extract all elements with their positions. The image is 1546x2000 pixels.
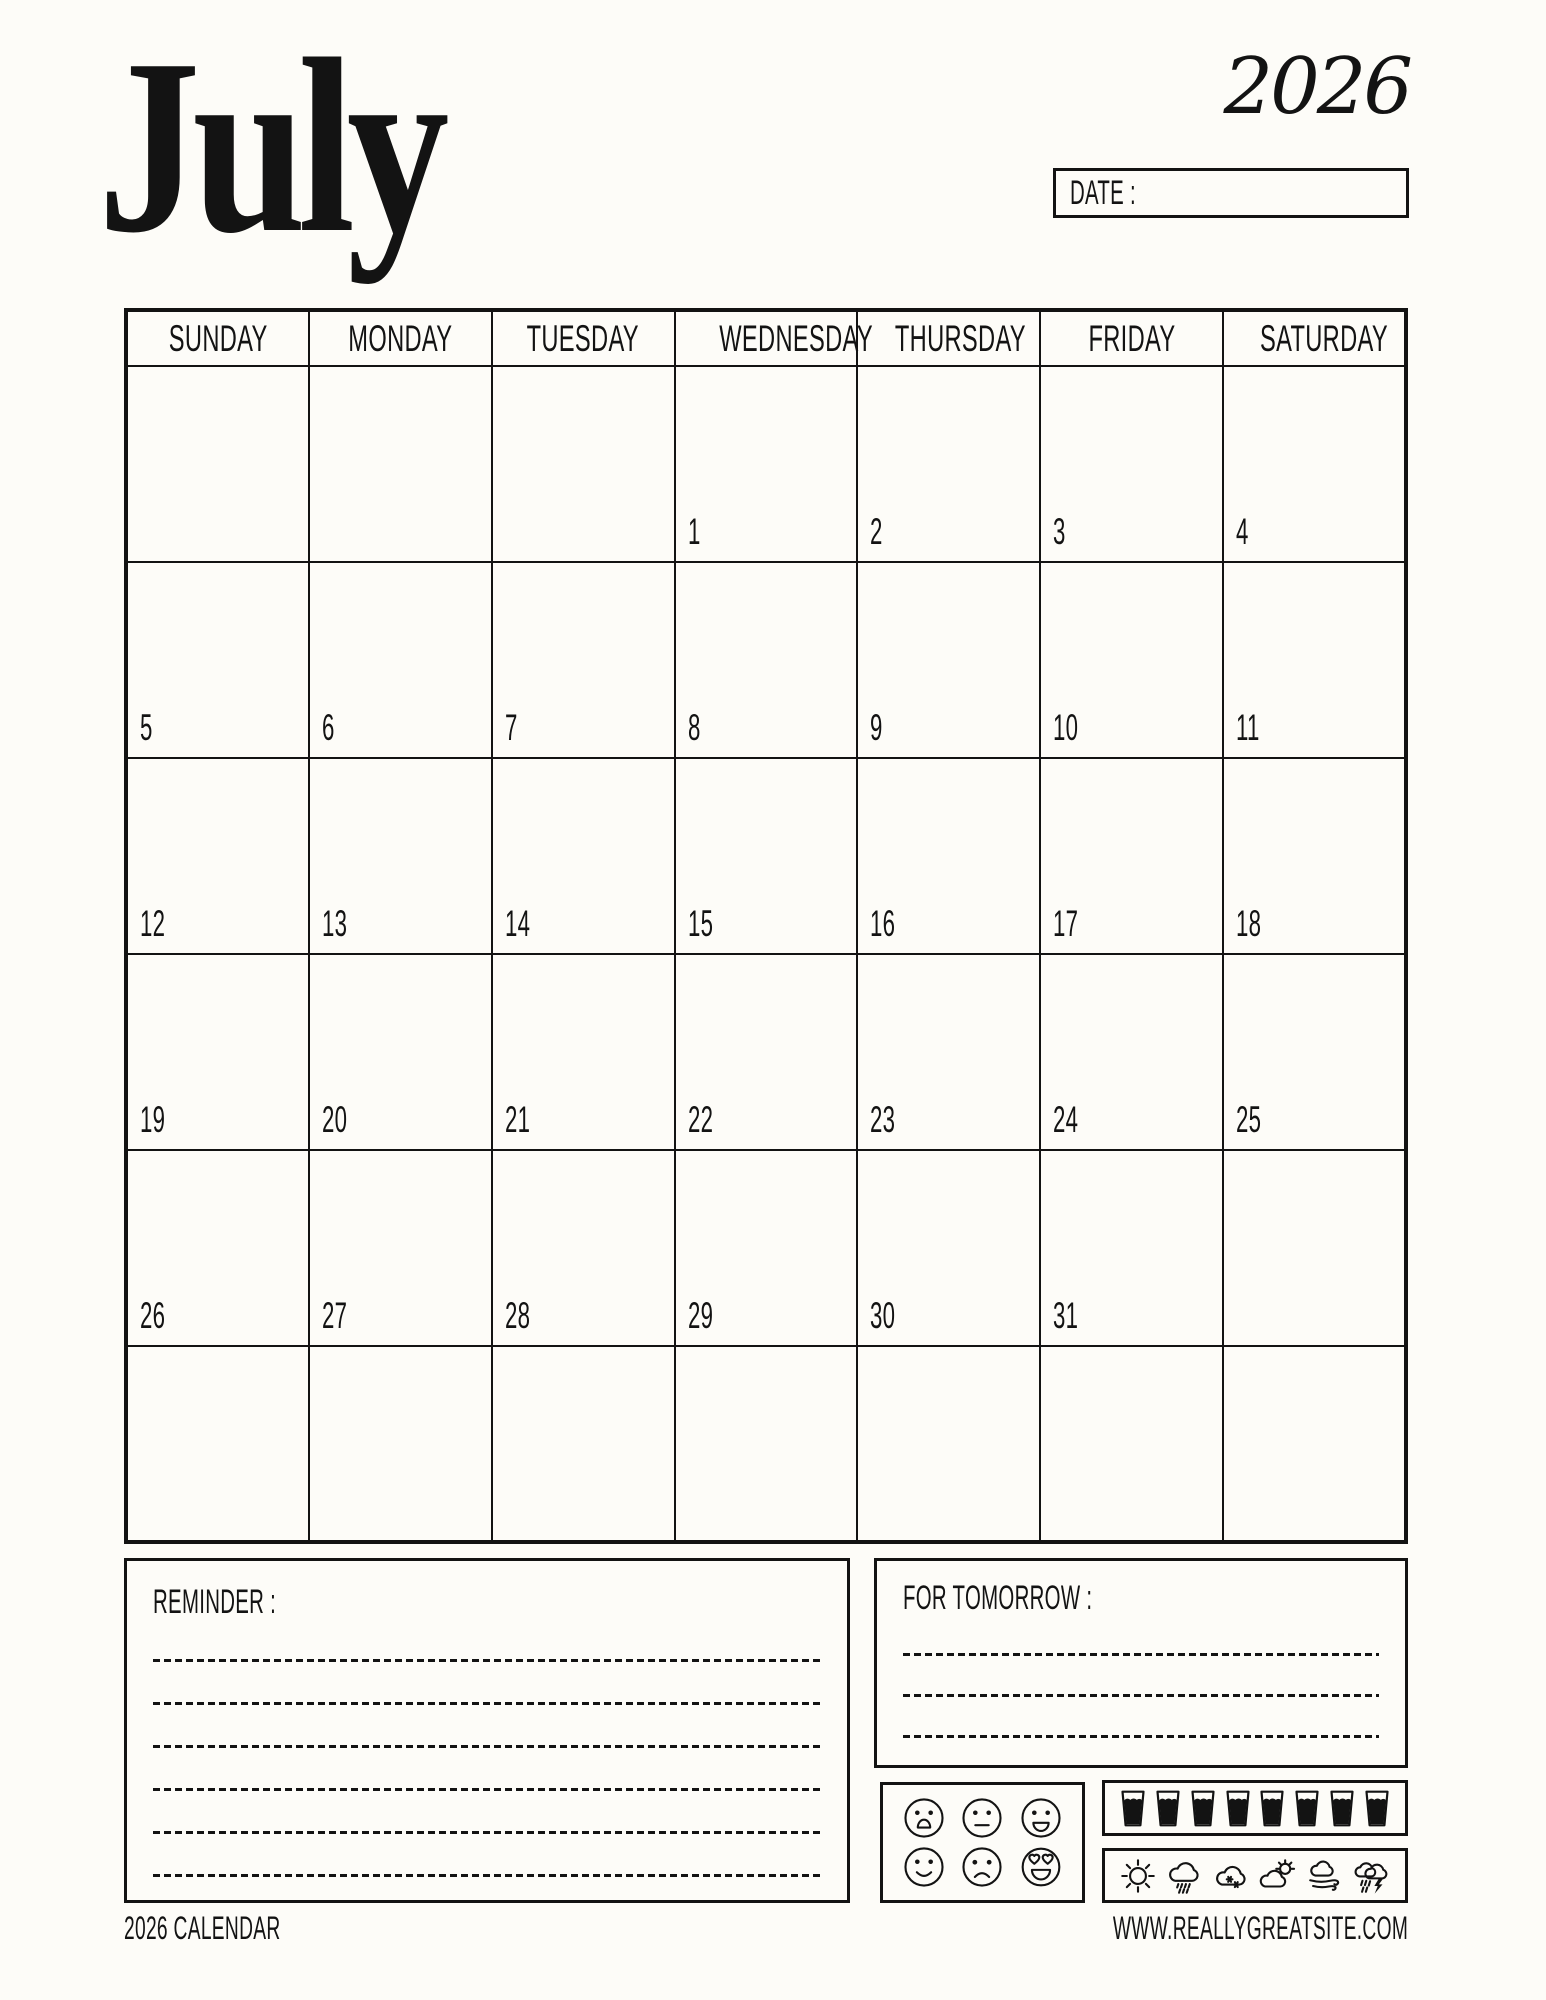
grinning-face-icon [1020, 1797, 1062, 1839]
rainy-icon [1164, 1856, 1206, 1896]
water-glass-icon [1295, 1790, 1319, 1827]
day-cell: 30 [857, 1150, 1040, 1346]
day-cell: 5 [126, 562, 309, 758]
day-cell: 8 [675, 562, 858, 758]
day-cell: 23 [857, 954, 1040, 1150]
writing-line [153, 1788, 821, 1791]
water-glass-icon [1156, 1790, 1180, 1827]
day-cell: 14 [492, 758, 675, 954]
writing-line [903, 1735, 1379, 1738]
day-cell: 26 [126, 1150, 309, 1346]
day-cell [492, 1346, 675, 1542]
water-glass-icon [1191, 1790, 1215, 1827]
writing-line [153, 1702, 821, 1705]
week-row [126, 562, 1406, 758]
day-cell: 10 [1040, 562, 1223, 758]
for-tomorrow-section [874, 1558, 1408, 1768]
footer-left: 2026 CALENDAR [124, 1910, 281, 1946]
day-cell [492, 366, 675, 562]
day-cell: 13 [309, 758, 492, 954]
water-glass-icon [1365, 1790, 1389, 1827]
day-cell: 22 [675, 954, 858, 1150]
day-cell [675, 1346, 858, 1542]
day-cell: 15 [675, 758, 858, 954]
weather-tracker [1102, 1848, 1408, 1903]
writing-line [903, 1653, 1379, 1656]
reminder-label: REMINDER : [153, 1583, 277, 1621]
day-cell: 24 [1040, 954, 1223, 1150]
footer-right: WWW.REALLYGREATSITE.COM [1112, 1910, 1408, 1946]
week-row [126, 1150, 1406, 1346]
for-tomorrow-label: FOR TOMORROW : [903, 1579, 1093, 1617]
water-glass-icon [1121, 1790, 1145, 1827]
day-header-tuesday: TUESDAY [492, 310, 675, 366]
week-row [126, 1346, 1406, 1542]
day-header-saturday: SATURDAY [1223, 310, 1406, 366]
day-cell: 21 [492, 954, 675, 1150]
day-cell: 11 [1223, 562, 1406, 758]
day-cell: 19 [126, 954, 309, 1150]
date-label: DATE : [1070, 174, 1137, 212]
day-cell: 31 [1040, 1150, 1223, 1346]
day-cell: 12 [126, 758, 309, 954]
day-header-wednesday: WEDNESDAY [675, 310, 858, 366]
day-cell [1040, 1346, 1223, 1542]
water-tracker [1102, 1780, 1408, 1836]
reminder-section [124, 1558, 850, 1903]
week-row [126, 366, 1406, 562]
neutral-face-icon [961, 1797, 1003, 1839]
anguished-face-icon [903, 1797, 945, 1839]
day-header-friday: FRIDAY [1040, 310, 1223, 366]
day-cell [1223, 1150, 1406, 1346]
heart-eyes-face-icon [1020, 1846, 1062, 1888]
sunny-icon [1117, 1856, 1159, 1896]
week-row [126, 954, 1406, 1150]
day-cell [309, 1346, 492, 1542]
writing-line [153, 1874, 821, 1877]
year-label: 2026 [1223, 42, 1410, 132]
day-cell: 7 [492, 562, 675, 758]
day-cell [126, 366, 309, 562]
day-cell: 16 [857, 758, 1040, 954]
day-header-monday: MONDAY [309, 310, 492, 366]
day-cell [126, 1346, 309, 1542]
day-cell: 29 [675, 1150, 858, 1346]
day-cell: 2 [857, 366, 1040, 562]
day-header-thursday: THURSDAY [857, 310, 1040, 366]
day-header-sunday: SUNDAY [126, 310, 309, 366]
day-cell [309, 366, 492, 562]
calendar-grid [124, 308, 1408, 1544]
mood-tracker [880, 1782, 1085, 1903]
water-glass-icon [1260, 1790, 1284, 1827]
writing-line [153, 1831, 821, 1834]
water-glass-icon [1330, 1790, 1354, 1827]
writing-line [153, 1659, 821, 1662]
day-cell: 27 [309, 1150, 492, 1346]
stormy-icon [1351, 1856, 1393, 1896]
day-cell: 17 [1040, 758, 1223, 954]
day-cell: 25 [1223, 954, 1406, 1150]
writing-line [153, 1745, 821, 1748]
day-cell: 9 [857, 562, 1040, 758]
month-title: July [98, 8, 442, 285]
windy-icon [1304, 1856, 1346, 1896]
snowy-icon [1211, 1856, 1253, 1896]
day-cell [857, 1346, 1040, 1542]
writing-line [903, 1694, 1379, 1697]
day-cell: 6 [309, 562, 492, 758]
weekday-header-row [126, 310, 1406, 366]
week-row [126, 758, 1406, 954]
frowning-face-icon [961, 1846, 1003, 1888]
partly-cloudy-icon [1257, 1856, 1299, 1896]
day-cell: 4 [1223, 366, 1406, 562]
day-cell: 28 [492, 1150, 675, 1346]
day-cell: 18 [1223, 758, 1406, 954]
smiling-face-icon [903, 1846, 945, 1888]
date-entry-box [1053, 168, 1409, 218]
day-cell [1223, 1346, 1406, 1542]
day-cell: 1 [675, 366, 858, 562]
day-cell: 20 [309, 954, 492, 1150]
water-glass-icon [1226, 1790, 1250, 1827]
day-cell: 3 [1040, 366, 1223, 562]
